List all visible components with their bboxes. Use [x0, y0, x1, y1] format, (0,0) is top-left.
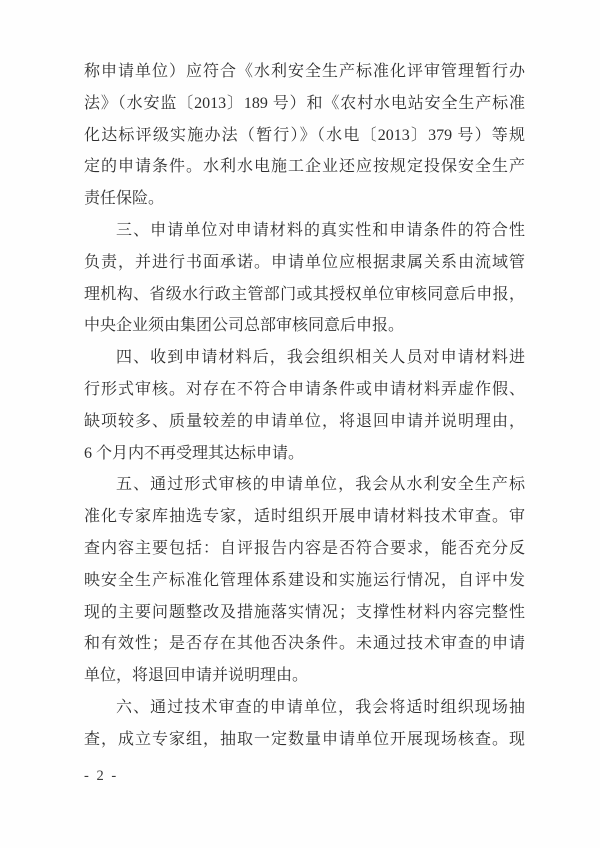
text-line: 和有效性；是否存在其他否决条件。未通过技术审查的申请: [84, 635, 525, 653]
text-line: 6 个月内不再受理其达标申请。: [84, 444, 305, 462]
text-line: 查，成立专家组，抽取一定数量申请单位开展现场核查。现: [84, 730, 525, 748]
text-line: 四、收到申请材料后，我会组织相关人员对申请材料进: [116, 349, 525, 367]
body-text: [84, 56, 525, 756]
text-line: 六、通过技术审查的申请单位，我会将适时组织现场抽: [116, 698, 525, 716]
text-line: 化达标评级实施办法（暂行）》（水电〔2013〕379 号）等规: [84, 126, 525, 144]
text-line: 现的主要问题整改及措施落实情况；支撑性材料内容完整性: [84, 603, 525, 621]
text-line: 称申请单位）应符合《水利安全生产标准化评审管理暂行办: [84, 63, 525, 80]
page-number: - 2 -: [84, 768, 119, 784]
text-line: 映安全生产标准化管理体系建设和实施运行情况，自评中发: [84, 571, 525, 589]
text-line: 准化专家库抽选专家，适时组织开展申请材料技术审查。审: [84, 508, 525, 526]
text-line: 责任保险。: [84, 190, 165, 208]
text-line: 三、申请单位对申请材料的真实性和申请条件的符合性: [116, 221, 525, 239]
text-line: 定的申请条件。水利水电施工企业还应按规定投保安全生产: [84, 158, 525, 176]
text-line: 理机构、省级水行政主管部门或其授权单位审核同意后申报，: [84, 285, 525, 303]
text-line: 查内容主要包括：自评报告内容是否符合要求，能否充分反: [84, 539, 525, 557]
text-line: 五、通过形式审核的申请单位，我会从水利安全生产标: [116, 476, 525, 494]
text-line: 单位，将退回申请并说明理由。: [84, 667, 309, 685]
text-line: 中央企业须由集团公司总部审核同意后申报。: [84, 317, 405, 335]
text-line: 缺项较多、质量较差的申请单位，将退回申请并说明理由，: [84, 412, 525, 430]
text-line: 行形式审核。对存在不符合申请条件或申请材料弄虚作假、: [84, 380, 525, 398]
text-line: 负责，并进行书面承诺。申请单位应根据隶属关系由流域管: [84, 253, 525, 271]
text-line: 法》（水安监〔2013〕189 号）和《农村水电站安全生产标准: [84, 94, 525, 112]
